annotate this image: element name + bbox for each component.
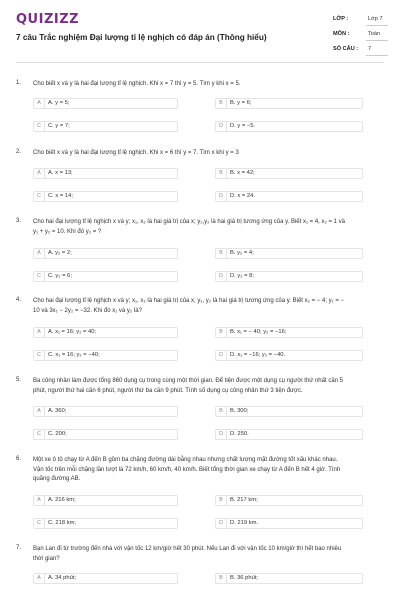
option-text: C. y = 7; [48, 123, 70, 129]
document-header [0, 0, 400, 60]
option-text: A. y₂ = 2; [48, 250, 72, 256]
question-text-line: Cho hai đại lượng tỉ lệ nghịch x và y; x₁, x₂ là hai giá trị của x; y₁,y₂ là hai giá trị tương ứng của y. Biết x₁ = 4, x₂ = 1 và [33, 219, 346, 225]
option-b[interactable] [215, 573, 363, 584]
class-value: Lớp 7 [368, 16, 383, 22]
option-d[interactable] [215, 518, 363, 529]
option-letter: B [216, 328, 227, 337]
option-letter: B [216, 496, 227, 505]
option-text: D. 250. [230, 431, 249, 437]
option-letter: A [34, 328, 45, 337]
question-text [33, 456, 391, 485]
option-text: B. 217 km; [230, 497, 258, 503]
option-text: C. x = 14; [48, 193, 73, 199]
question-text [33, 377, 391, 396]
option-letter: A [34, 249, 45, 258]
option-letter: B [216, 99, 227, 108]
question-text: Cho biết x và y là hai đại lượng tỉ lệ nghịch. Khi x = 7 thì y = 5. Tìm y khi x = 5. [33, 81, 241, 87]
option-text: D. y₂ = 8; [230, 273, 254, 279]
question-text [33, 218, 391, 237]
question-text [33, 297, 391, 316]
option-text: C. 200; [48, 431, 67, 437]
option-letter: C [34, 430, 45, 439]
option-text: D. 219 km. [230, 520, 259, 526]
subject-underline [366, 40, 388, 41]
option-a[interactable] [33, 406, 178, 417]
option-text: A. x = 13; [48, 170, 73, 176]
option-text: B. y = 6; [230, 100, 252, 106]
question-number: 1. [16, 80, 22, 86]
option-c[interactable] [33, 191, 178, 202]
question-text-line: Ba công nhân làm được tổng 860 dụng cụ trong cùng một thời gian. Để tiện được một dụng cụ người thứ nhất cần 5 [33, 378, 343, 384]
option-text: B. x = 42; [230, 170, 255, 176]
option-text: D. y = −5. [230, 123, 256, 129]
option-letter: A [34, 99, 45, 108]
question-text-line: Vận tốc trên mỗi chặng lần lượt là 72 km/h, 60 km/h, 40 km/h. Biết tổng thời gian xe chạy từ A đến B hết 4 giờ. Tính [33, 466, 341, 473]
option-text: A. x₁ = 16; y₂ = 40; [48, 329, 97, 335]
option-b[interactable] [215, 327, 363, 338]
option-text: B. y₂ = 4; [230, 250, 254, 256]
option-c[interactable] [33, 429, 178, 440]
option-text: B. 300; [230, 408, 249, 414]
option-b[interactable] [215, 406, 363, 417]
option-b[interactable] [215, 248, 363, 259]
option-letter: D [216, 122, 227, 131]
option-text: C. 218 km; [48, 520, 77, 526]
question-text-line: phút, người thứ hai cần 6 phút, người thứ ba cần 9 phút. Tính số dụng cụ công nhân thứ 3 tiện được. [33, 387, 303, 394]
option-letter: C [34, 122, 45, 131]
option-letter: D [216, 351, 227, 360]
question-number: 5. [16, 377, 22, 383]
question-text: Cho biết x và y là hai đại lượng tỉ lệ nghịch. Khi x = 6 thì y = 7. Tìm x khi y = 3 [33, 150, 239, 156]
option-a[interactable] [33, 327, 178, 338]
option-a[interactable] [33, 168, 178, 179]
option-d[interactable] [215, 429, 363, 440]
question-number: 2. [16, 149, 22, 155]
option-letter: C [34, 519, 45, 528]
option-text: A. 360; [48, 408, 67, 414]
option-a[interactable] [33, 98, 178, 109]
option-c[interactable] [33, 121, 178, 132]
option-text: C. y₂ = 6; [48, 273, 72, 279]
question-number: 7. [16, 545, 22, 551]
option-a[interactable] [33, 495, 178, 506]
option-letter: A [34, 169, 45, 178]
option-letter: A [34, 407, 45, 416]
option-text: A. y = 5; [48, 100, 70, 106]
option-letter: D [216, 272, 227, 281]
option-letter: C [34, 192, 45, 201]
option-letter: C [34, 272, 45, 281]
option-c[interactable] [33, 518, 178, 529]
option-d[interactable] [215, 271, 363, 282]
option-letter: A [34, 496, 45, 505]
question-number: 3. [16, 218, 22, 224]
option-letter: B [216, 249, 227, 258]
option-letter: B [216, 169, 227, 178]
option-a[interactable] [33, 573, 178, 584]
option-c[interactable] [33, 350, 178, 361]
option-text: B. 36 phút; [230, 575, 259, 581]
option-d[interactable] [215, 121, 363, 132]
option-letter: A [34, 574, 45, 583]
option-letter: D [216, 192, 227, 201]
option-b[interactable] [215, 495, 363, 506]
option-letter: B [216, 574, 227, 583]
option-text: A. 216 km; [48, 497, 76, 503]
header-divider [16, 62, 384, 63]
count-label: SỐ CÂU : [333, 46, 359, 52]
question-text [33, 545, 391, 564]
class-label: LỚP : [333, 16, 349, 22]
option-letter: D [216, 430, 227, 439]
option-text: D. x = 24. [230, 193, 255, 199]
option-text: B. x₁ = − 40; y₂ = −16; [230, 329, 287, 335]
count-underline [366, 55, 388, 56]
quizizz-logo: QUIZIZZ [16, 12, 80, 27]
question-number: 4. [16, 297, 22, 303]
class-underline [366, 25, 388, 26]
question-text-line: y₁ + y₂ = 10. Khi đó y₂ = ? [33, 228, 102, 235]
question-text-line: quãng đường AB. [33, 476, 81, 482]
question-text-line: thời gian? [33, 555, 60, 562]
option-letter: B [216, 407, 227, 416]
option-d[interactable] [215, 350, 363, 361]
option-text: D. x₁ = −16; y₂ = −40. [230, 352, 286, 358]
option-d[interactable] [215, 191, 363, 202]
option-text: A. 34 phút; [48, 575, 77, 581]
option-b[interactable] [215, 168, 363, 179]
page-title: 7 câu Trắc nghiệm Đại lượng tỉ lệ nghịch có đáp án (Thông hiểu) [16, 33, 267, 42]
subject-value: Toán [368, 31, 381, 37]
option-letter: D [216, 519, 227, 528]
option-b[interactable] [215, 98, 363, 109]
option-a[interactable] [33, 248, 178, 259]
question-text-line: 10 và 3x₁ − 2y₂ = −32. Khi đó x₁ và y₂ là? [33, 307, 142, 314]
option-text: C. x₁ = 16; y₂ = −40; [48, 352, 100, 358]
option-letter: C [34, 351, 45, 360]
question-text-line: Cho hai đại lượng tỉ lệ nghịch x và y; x₁, x₂ là hai giá trị của x; y₁, y₂ là hai giá trị tương ứng của y. Biết x₂ = − 4; y₁ = − [33, 298, 345, 304]
question-text-line: Bạn Lan đi từ trường đến nhà với vận tốc 12 km/giờ hết 30 phút. Nếu Lan đi với vận tốc 10 km/giờ thì hết bao nhiêu [33, 546, 342, 552]
question-text-line: Một xe ô tô chạy từ A đến B gồm ba chặng đường dài bằng nhau nhưng chất lượng mặt đường tốt xấu khác nhau. [33, 457, 338, 463]
subject-label: MÔN : [333, 31, 350, 37]
question-number: 6. [16, 456, 22, 462]
option-c[interactable] [33, 271, 178, 282]
count-value: 7 [368, 46, 372, 52]
